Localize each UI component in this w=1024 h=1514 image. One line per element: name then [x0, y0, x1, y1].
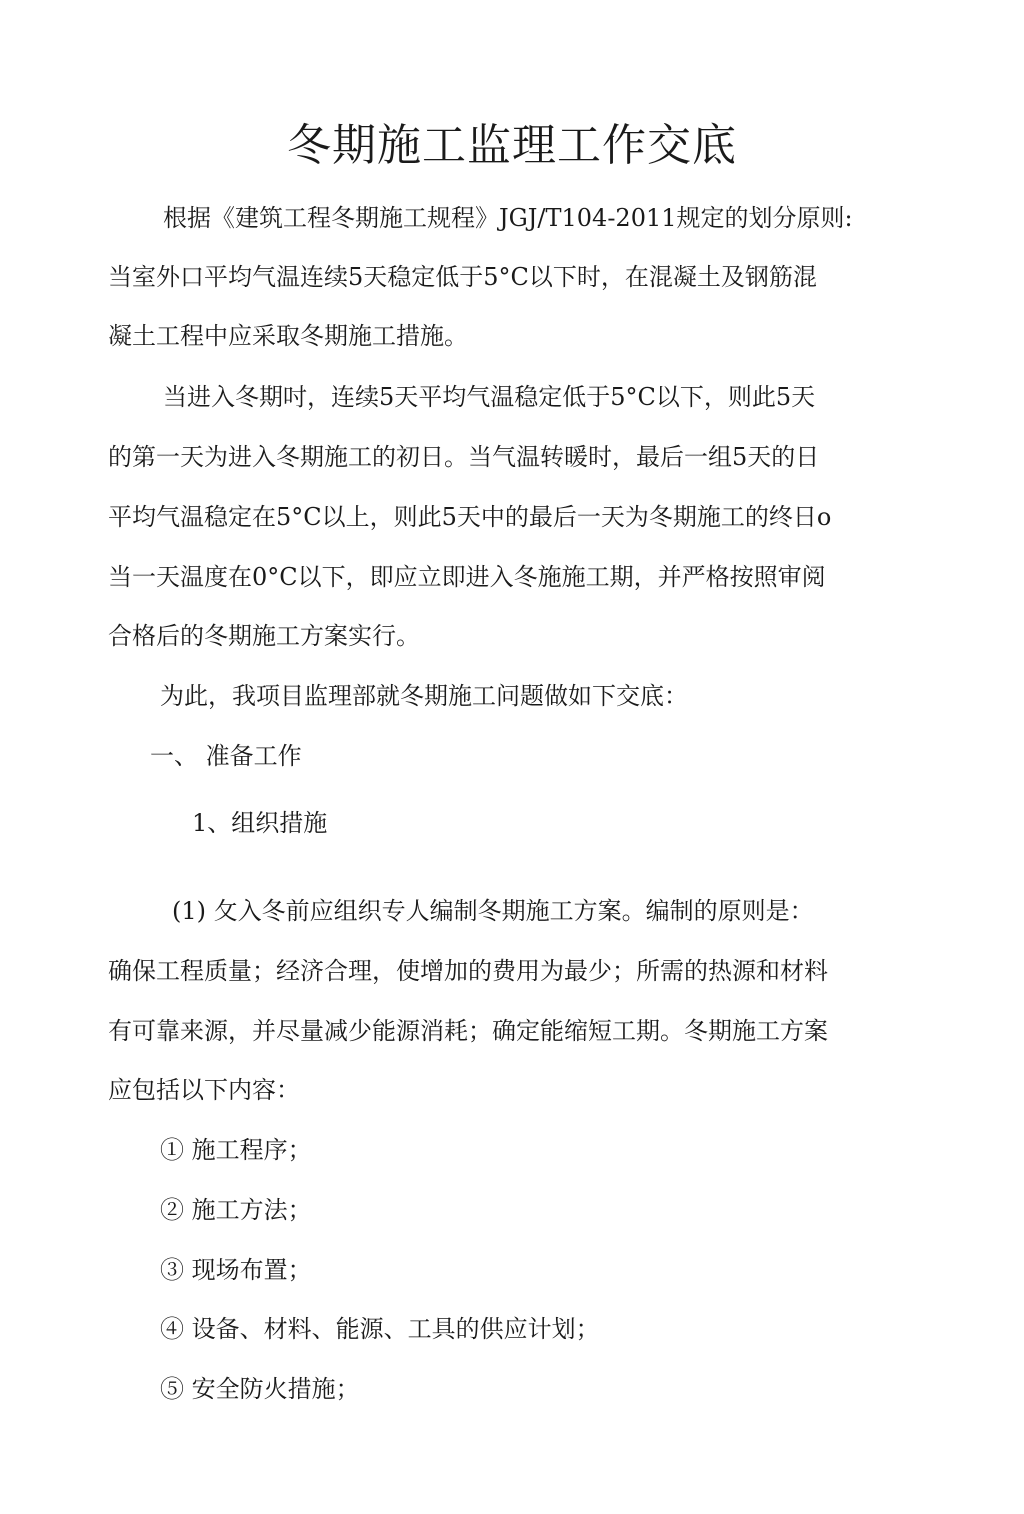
paragraph-line: 合格后的冬期施工方案实行。 — [108, 622, 420, 650]
subsection-heading: 1、组织措施 — [192, 809, 328, 837]
paragraph-line: 当进入冬期吋，连续5天平均气温稳定低于5°C以下，则此5天 — [163, 383, 816, 411]
paragraph-line: 确保工程质量；经济合理，使增加的费用为最少；所需的热源和材料 — [108, 957, 828, 985]
paragraph-line: 凝土工程中应采取冬期施工措施。 — [108, 322, 468, 350]
paragraph-line: 为此，我项目监理部就冬期施工问题做如下交底： — [160, 682, 688, 710]
paragraph-line: 应包括以下内容： — [108, 1076, 300, 1104]
paragraph-line: 的第一天为进入冬期施工的初日。当气温转暖时，最后一组5天的日 — [108, 443, 820, 471]
paragraph-line: (1) 攵入冬前应组织专人编制冬期施工方案。编制的原则是： — [172, 897, 814, 925]
paragraph-line: 根据《建筑工程冬期施工规程》JGJ/T104-2011规定的划分原则: — [163, 204, 853, 232]
paragraph-line: 当室外口平均气温连续5天稳定低于5°C以下时，在混凝土及钢筋混 — [108, 263, 817, 291]
paragraph-line: 有可靠来源，并尽量减少能源消耗；确定能缩短工期。冬期施工方案 — [108, 1017, 828, 1045]
list-item: ④ 设备、材料、能源、工具的供应计划； — [160, 1315, 600, 1343]
section-heading: 一、 准备工作 — [150, 742, 302, 770]
page-title: 冬期施工监理工作交底 — [287, 120, 737, 171]
paragraph-line: 平均气温稳定在5°C以上，则此5天中的最后一天为冬期施工的终日o — [108, 503, 832, 531]
list-item: ③ 现场布置； — [160, 1256, 312, 1284]
list-item: ① 施工程序； — [160, 1136, 312, 1164]
list-item: ② 施工方法； — [160, 1196, 312, 1224]
paragraph-line: 当一天温度在0°C以下，即应立即进入冬施施工期，并严格按照审阅 — [108, 563, 826, 591]
list-item: ⑤ 安全防火措施； — [160, 1375, 360, 1403]
